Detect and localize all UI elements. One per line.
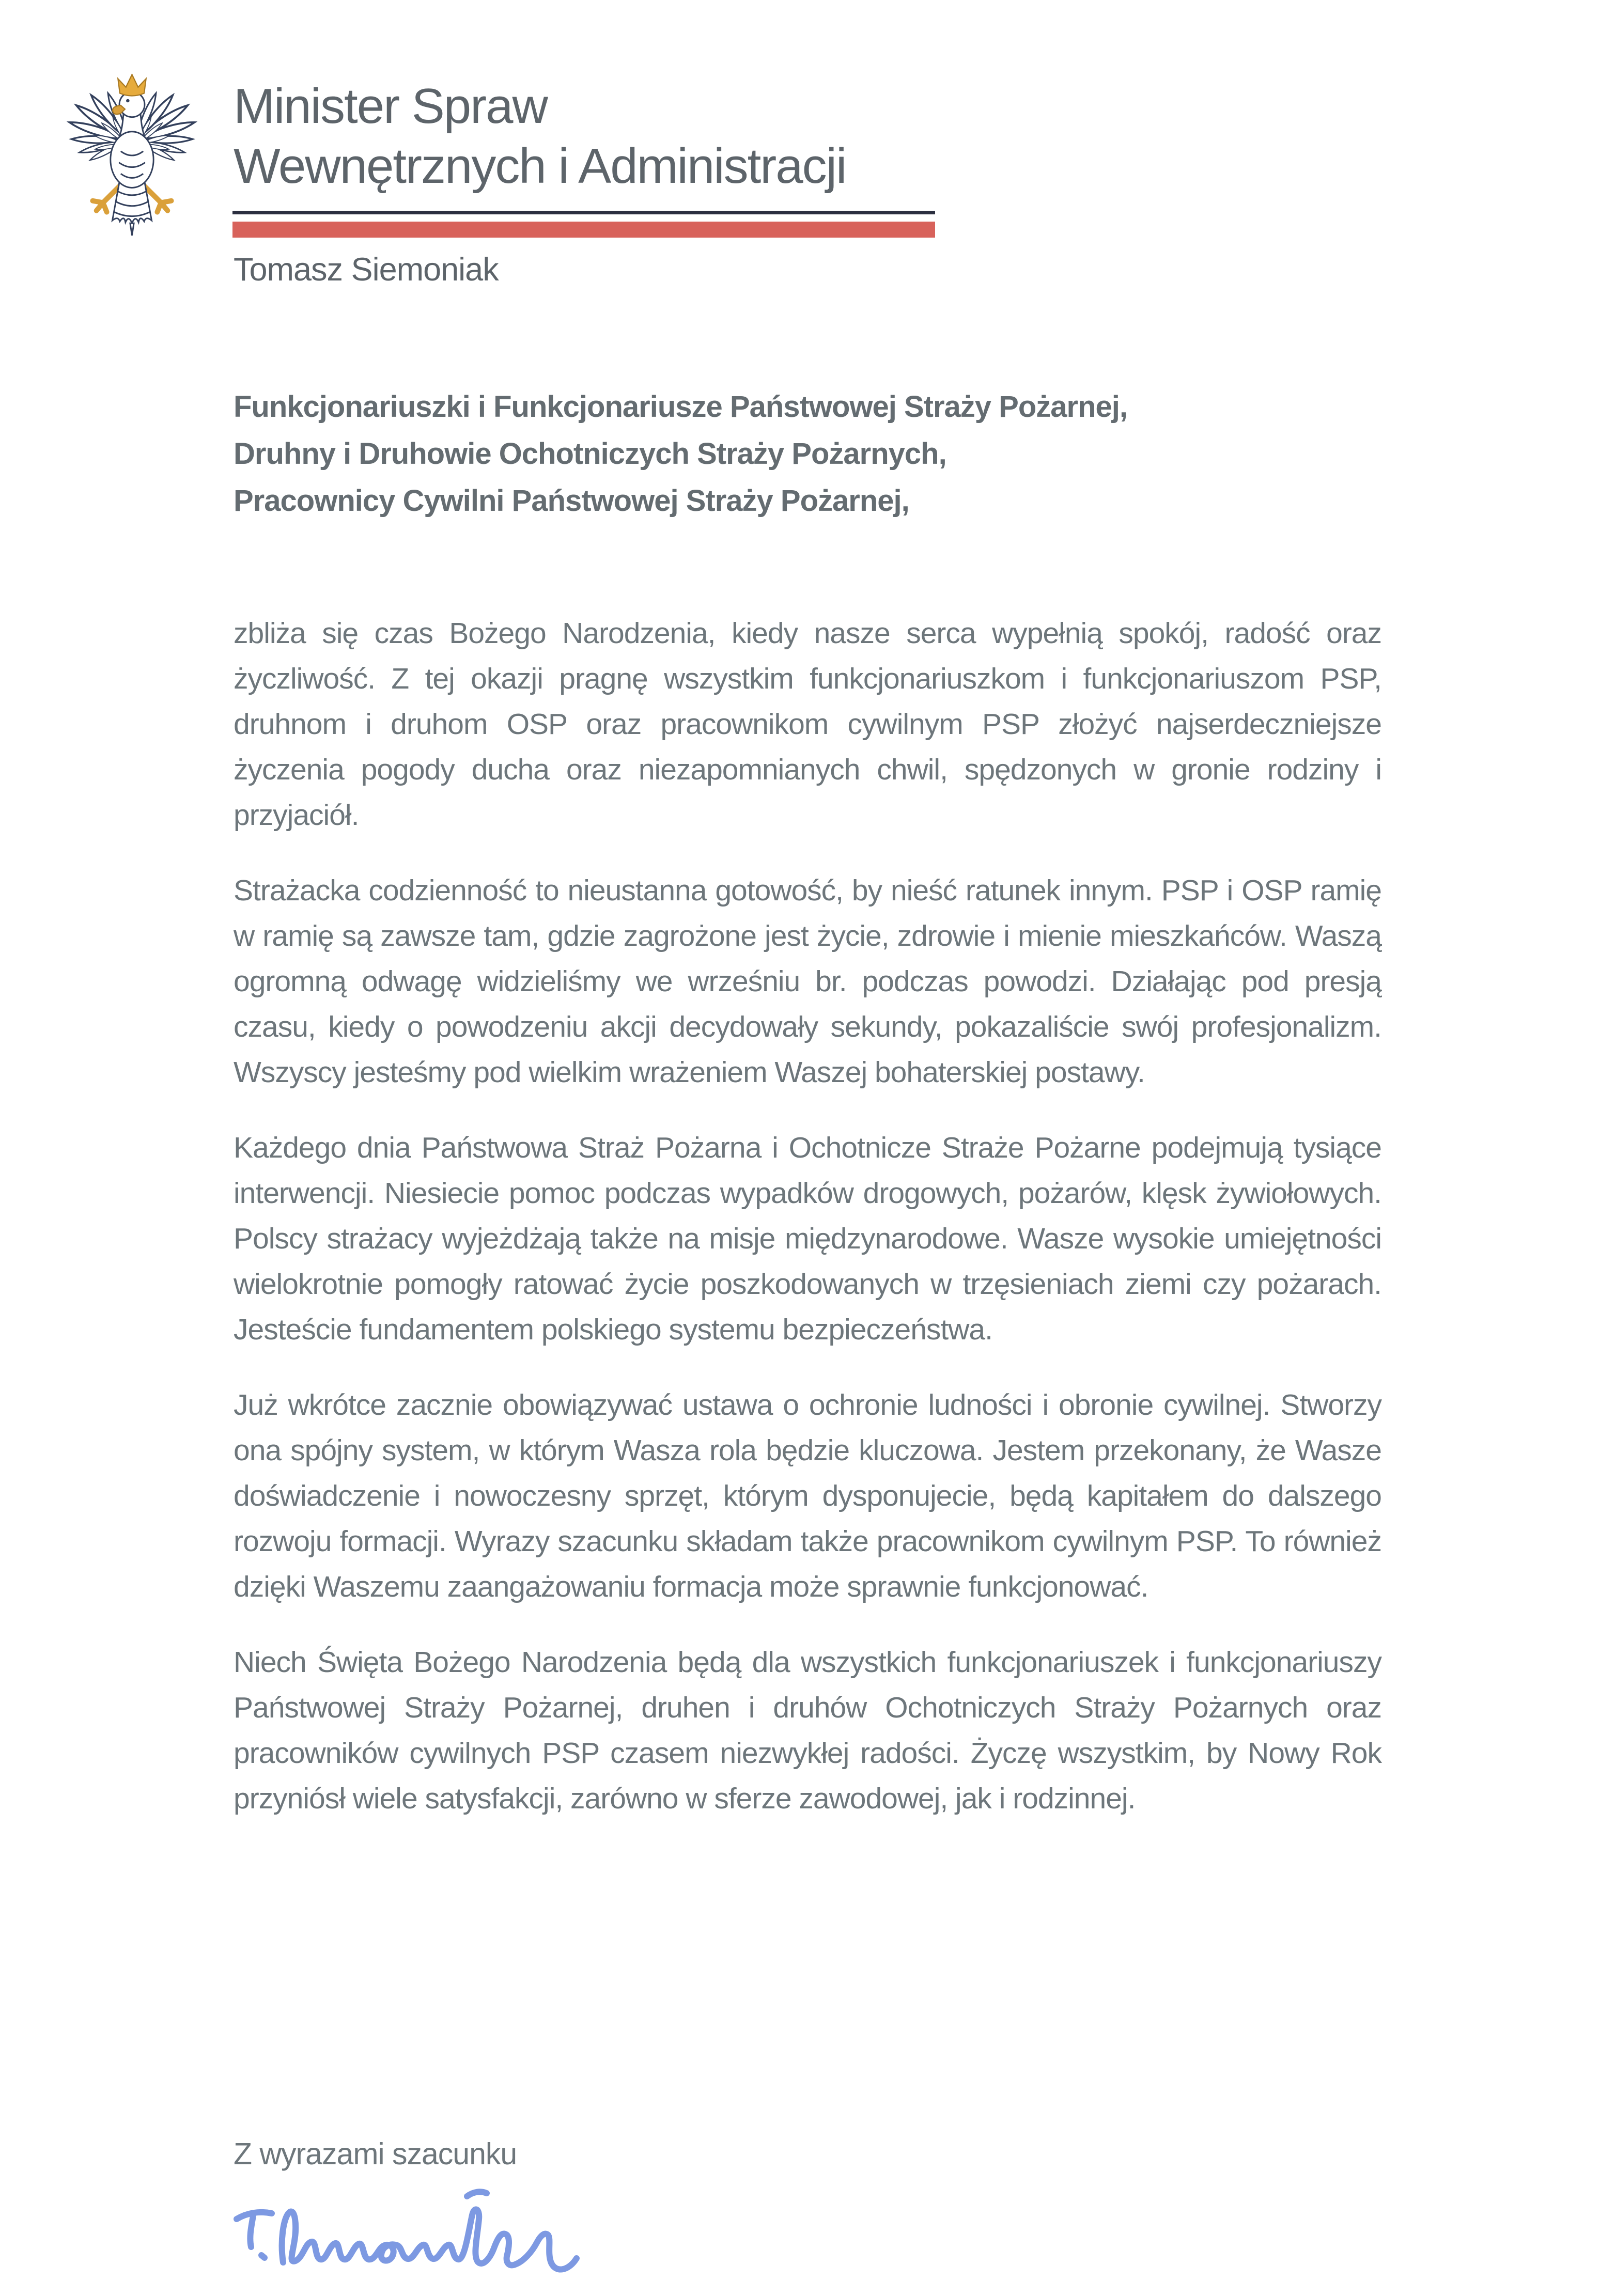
paragraph-civil-protection-law: Już wkrótce zacznie obowiązywać ustawa o ochronie ludności i obronie cywilnej. Stworzy ona spójny system, w którym Wasza rola będzie kluczowa. Jestem przekonany, że Wasze doświadczenie i nowoczesny sprzęt, którym dysponujecie, będą kapitałem do dalszego rozwoju formacji. Wyrazy szacunku składam także pracownikom cywilnym PSP. To również dzięki Waszemu zaangażowaniu formacja może sprawnie funkcjonować.	[234, 1388, 1381, 1603]
salutation-line: Druhny i Druhowie Ochotniczych Straży Pożarnych,	[234, 437, 946, 471]
salutation-line: Funkcjonariuszki i Funkcjonariusze Państwowej Straży Pożarnej,	[234, 390, 1128, 424]
letterhead-red-rule	[232, 222, 935, 238]
official-name: Tomasz Siemoniak	[234, 252, 499, 288]
ministry-name	[234, 76, 846, 196]
polish-eagle-emblem-icon	[56, 66, 208, 239]
eagle-crown	[118, 74, 146, 96]
eagle-head	[113, 74, 146, 117]
letter-body	[234, 611, 1381, 1821]
paragraph-holiday-wishes: Niech Święta Bożego Narodzenia będą dla wszystkich funkcjonariuszek i funkcjonariuszy Państwowej Straży Pożarnej, druhen i druhów Ochotniczych Straży Pożarnych oraz pracowników cywilnych PSP czasem niezwykłej radości. Życzę wszystkim, by Nowy Rok przyniósł wiele satysfakcji, zarówno w sferze zawodowej, jak i rodzinnej.	[234, 1646, 1381, 1815]
paragraph-greeting-wishes: zbliża się czas Bożego Narodzenia, kiedy nasze serca wypełnią spokój, radość oraz życzliwość. Z tej okazji pragnę wszystkim funkcjonariuszkom i funkcjonariuszom PSP, druhnom i druhom OSP oraz pracownikom cywilnym PSP złożyć najserdeczniejsze życzenia pogody ducha oraz niezapomnianych chwil, spędzonych w gronie rodziny i przyjaciół.	[234, 617, 1381, 832]
ministry-name-line1: Minister Spraw	[234, 79, 547, 134]
salutation	[234, 383, 1127, 524]
valediction: Z wyrazami szacunku	[234, 2137, 517, 2171]
salutation-line: Pracownicy Cywilni Państwowej Straży Pożarnej,	[234, 484, 909, 518]
paragraph-interventions: Każdego dnia Państwowa Straż Pożarna i Ochotnicze Straże Pożarne podejmują tysiące interwencji. Niesiecie pomoc podczas wypadków drogowych, pożarów, klęsk żywiołowych. Polscy strażacy wyjeżdżają także na misje międzynarodowe. Wasze wysokie umiejętności wielokrotnie pomogły ratować życie poszkodowanych w trzęsieniach ziemi czy pożarach. Jesteście fundamentem polskiego systemu bezpieczeństwa.	[234, 1131, 1381, 1346]
eagle-tail	[112, 182, 151, 236]
letterhead-navy-rule	[232, 211, 935, 214]
ministry-name-line2: Wewnętrznych i Administracji	[234, 138, 846, 194]
paragraph-daily-readiness: Strażacka codzienność to nieustanna gotowość, by nieść ratunek innym. PSP i OSP ramię w ramię są zawsze tam, gdzie zagrożone jest życie, zdrowie i mienie mieszkańców. Waszą ogromną odwagę widzieliśmy we wrześniu br. podczas powodzi. Działając pod presją czasu, kiedy o powodzeniu akcji decydowały sekundy, pokazaliście swój profesjonalizm. Wszyscy jesteśmy pod wielkim wrażeniem Waszej bohaterskiej postawy.	[234, 874, 1381, 1089]
handwritten-signature	[225, 2181, 599, 2291]
